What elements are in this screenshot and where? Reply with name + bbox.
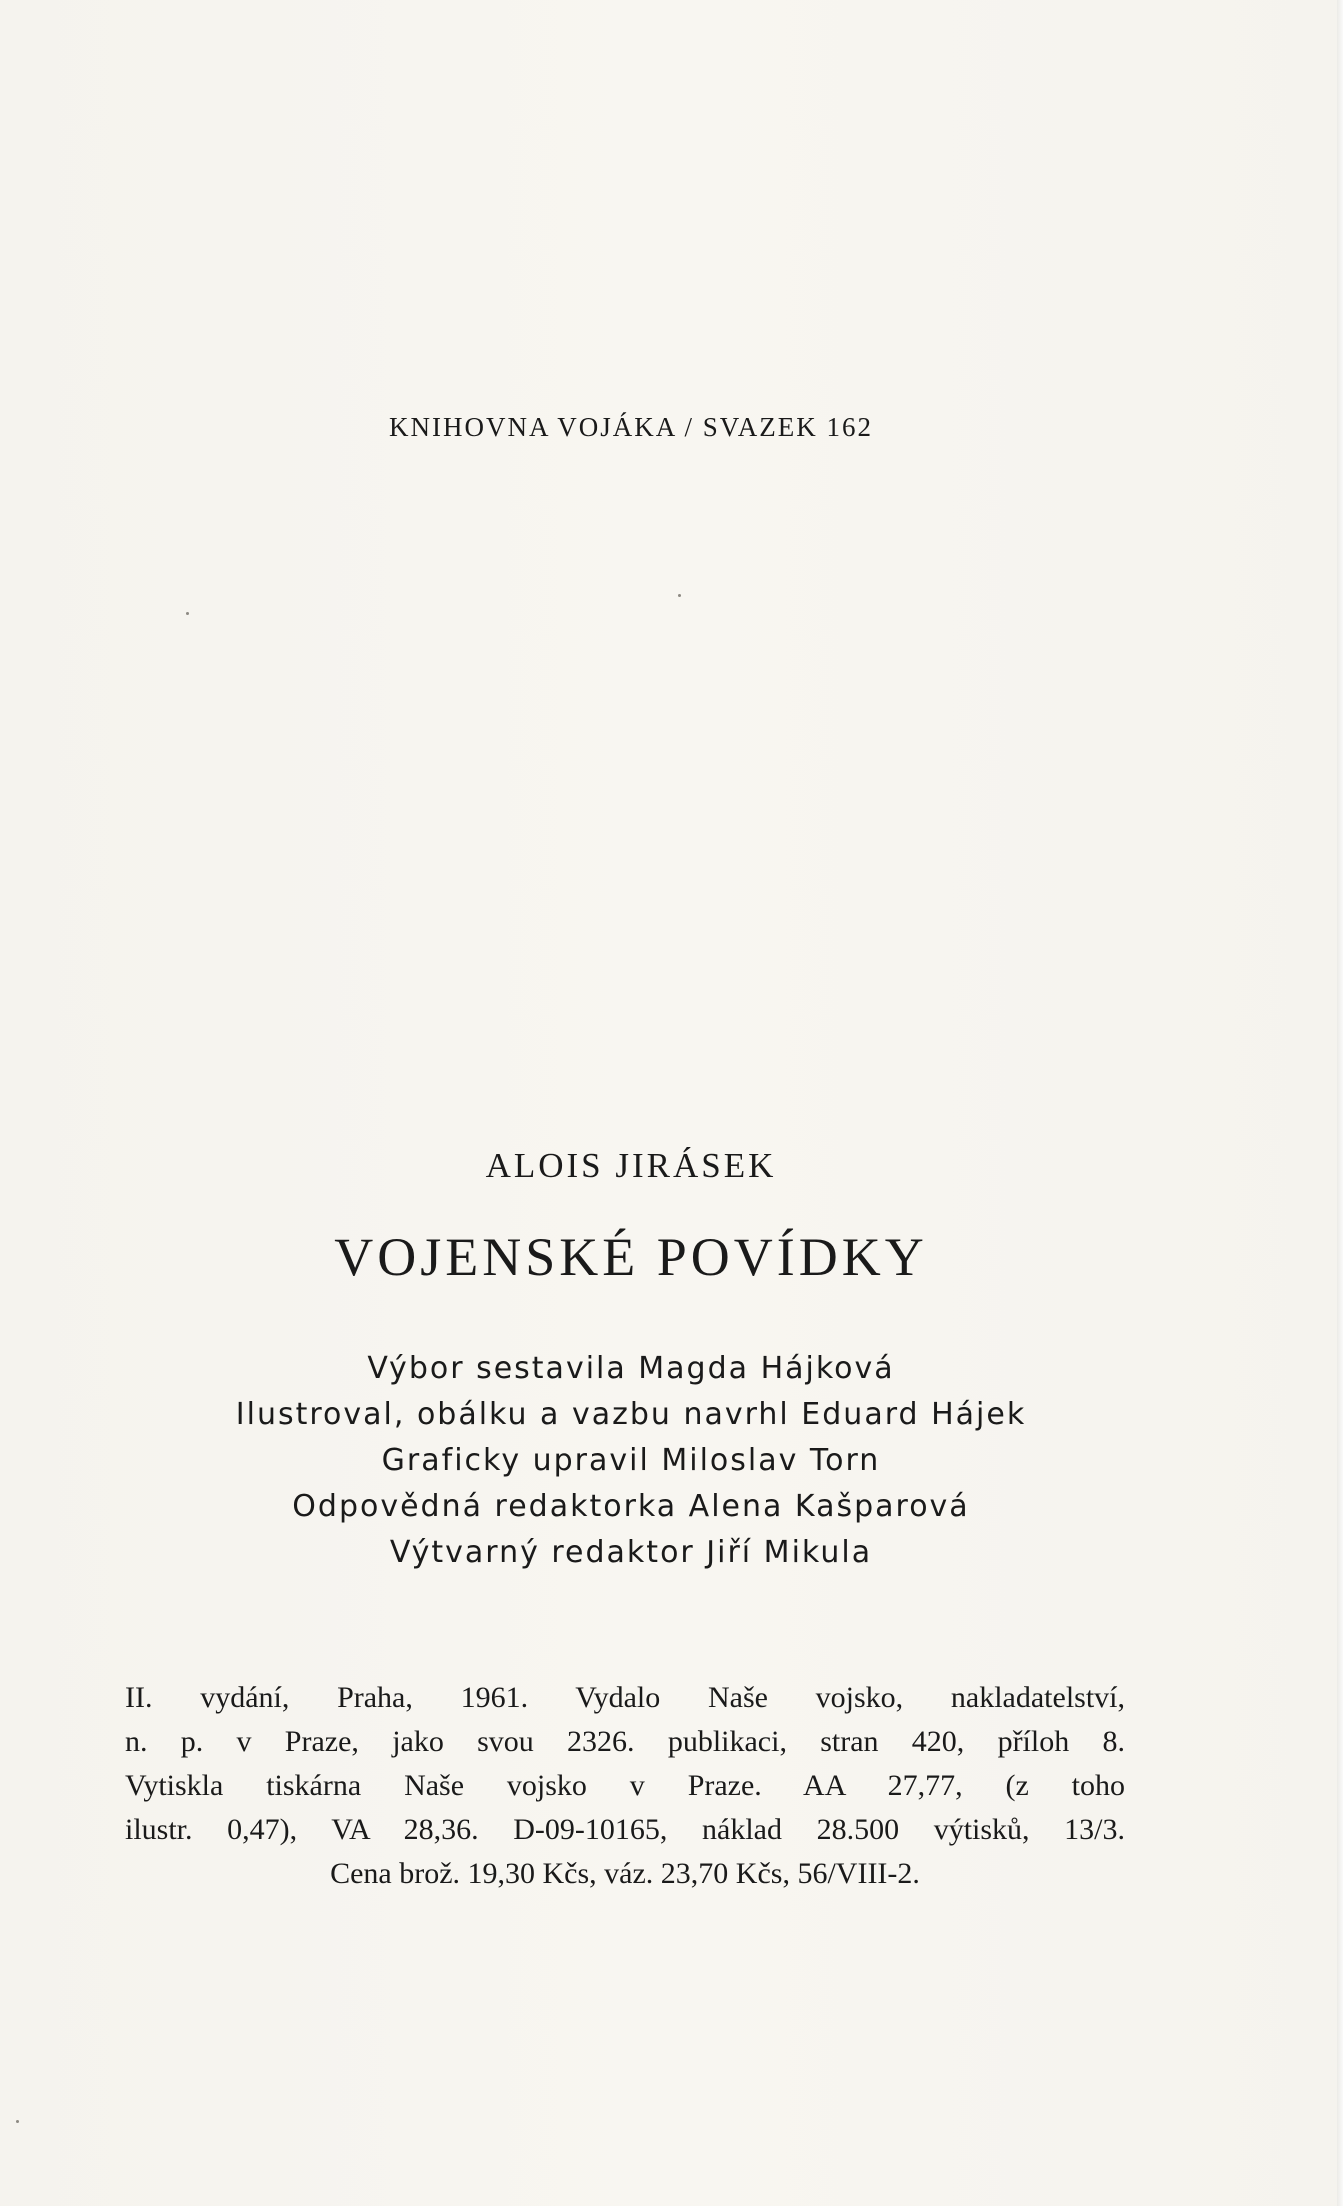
paper-speck: [16, 2120, 19, 2123]
imprint-block: [125, 1676, 1125, 1896]
imprint-line: ilustr. 0,47), VA 28,36. D-09-10165, náklad 28.500 výtisků, 13/3.: [125, 1813, 1125, 1846]
credit-line: Graficky upravil Miloslav Torn: [381, 1443, 881, 1478]
page-edge: [1337, 0, 1343, 2206]
credit-line: Výbor sestavila Magda Hájková: [367, 1351, 895, 1386]
paper-speck: [678, 594, 681, 597]
imprint-line: n. p. v Praze, jako svou 2326. publikaci, stran 420, příloh 8.: [125, 1725, 1125, 1758]
paper-speck: [186, 612, 189, 615]
credits-block: [0, 1346, 1262, 1576]
series-line: KNIHOVNA VOJÁKA / SVAZEK 162: [388, 412, 874, 442]
imprint-line: Vytiskla tiskárna Naše vojsko v Praze. AA 27,77, (z toho: [125, 1769, 1125, 1802]
imprint-line: Cena brož. 19,30 Kčs, váz. 23,70 Kčs, 56/VIII-2.: [330, 1857, 920, 1890]
imprint-line: II. vydání, Praha, 1961. Vydalo Naše vojsko, nakladatelství,: [125, 1681, 1125, 1714]
author-name: ALOIS JIRÁSEK: [485, 1146, 777, 1185]
credit-line: Odpovědná redaktorka Alena Kašparová: [292, 1489, 970, 1524]
credit-line: Ilustroval, obálku a vazbu navrhl Eduard Hájek: [235, 1397, 1027, 1432]
credit-line: Výtvarný redaktor Jiří Mikula: [389, 1535, 873, 1570]
book-title: VOJENSKÉ POVÍDKY: [334, 1227, 928, 1287]
